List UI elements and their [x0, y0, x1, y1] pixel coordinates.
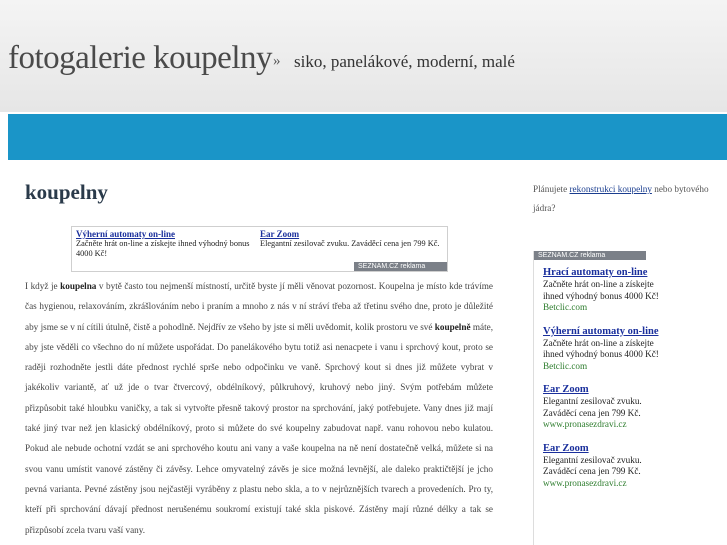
- site-header: [0, 0, 727, 112]
- sidebar-ad-text: Začněte hrát on-line a získejte ihned výhodný bonus 4000 Kč!: [543, 337, 659, 359]
- sidebar-ad[interactable]: [543, 442, 673, 490]
- content-ad-1[interactable]: [76, 229, 254, 259]
- sidebar-ad-title[interactable]: Hrací automaty on-line: [543, 267, 648, 278]
- sidebar-ads: [533, 251, 659, 545]
- sidebar-ad-url[interactable]: Betclic.com: [543, 302, 588, 312]
- content-ad-2[interactable]: [260, 229, 445, 249]
- sidebar-ad[interactable]: [543, 383, 673, 431]
- content-ad-1-title[interactable]: Výherní automaty on-line: [76, 229, 175, 239]
- sidebar-ad-title[interactable]: Výherní automaty on-line: [543, 325, 659, 337]
- sidebar-ad-title[interactable]: Ear Zoom: [543, 384, 589, 395]
- article-text-part: I když je: [25, 281, 61, 291]
- content-ad-box: [71, 226, 448, 272]
- page-title: koupelny: [25, 180, 108, 204]
- content-ad-1-text: Začněte hrát on-line a získejte ihned výhodný bonus 4000 Kč!: [76, 239, 250, 258]
- title-separator: »: [273, 53, 281, 69]
- sidebar-ad-url[interactable]: Betclic.com: [543, 360, 588, 371]
- sidebar-ad[interactable]: [543, 266, 673, 314]
- content-ad-2-text: Elegantní zesilovač zvuku. Zaváděcí cena jen 799 Kč.: [260, 239, 440, 248]
- article-text: [25, 276, 493, 540]
- content-ad-2-title[interactable]: Ear Zoom: [260, 229, 300, 239]
- banner-band: [8, 114, 727, 160]
- sidebar-ad-badge[interactable]: SEZNAM.CZ reklama: [534, 251, 646, 260]
- site-subtitle: siko, panelákové, moderní, malé: [294, 52, 515, 71]
- site-title[interactable]: fotogalerie koupelny: [8, 40, 272, 76]
- sidebar-ad-title[interactable]: Ear Zoom: [543, 442, 589, 454]
- sidebar-ad-url[interactable]: www.pronasezdravi.cz: [543, 477, 627, 488]
- article-text-part: máte, aby jste věděli co všechno do ní můžete uspořádat. Do panelákového bytu totiž asi nenacpete i vanu i sprchový kout, proto se raději rozhodněte jestli dáte přednost rychlé sprše nebo odpočinku ve vaně. Sprchový kout si dnes již můžete vybrat v jakékoliv variantě, ať už jde o tvar čtvercový, obdélníkový, půlkruhový, kruhový nebo jiný. Svým potřebám můžete přizpůsobit také hloubku vaničky, a tak si vytvořte přesně takový prostor na sprchování, jaký potřebujete. Vany dnes již mají také jiný tvar než jen klasický obdélníkový, proto si můžete do své koupelny zabudovat např. vanu rohovou nebo kulatou. Pokud ale nebude ochotní vzdát se ani sprchového koutu ani vany a vaše koupelna na ně není dostatečně velká, můžete si na svou vanu umístit vanové zástěny či závěsy. Lehce omyvatelný závěs je sice možná levnější, ale daleko praktičtější je jcho pevná varianta. Pevné zástěny jsou nejčastěji vyráběny z plastu nebo skla, a to v nejrůznějších tvarech a provedeních. Pro ty, kteří při sprchování dávají přednost nerušenému soukromí existují také skla piskové. Zástěny mají různé délky a tak se přizpůsobí zcela tvaru vaší vany.: [25, 321, 493, 535]
- sidebar-intro-text: nebo bytového jádra?: [533, 184, 709, 213]
- sidebar-intro-text: Plánujete: [533, 184, 570, 194]
- sidebar-ad-text: Začněte hrát on-line a získejte ihned výhodný bonus 4000 Kč!: [543, 279, 659, 301]
- sidebar-intro: [533, 180, 723, 218]
- sidebar-ad[interactable]: [543, 325, 673, 373]
- reconstruction-link[interactable]: rekonstrukci koupelny: [569, 184, 652, 194]
- ad-provider-badge[interactable]: SEZNAM.CZ reklama: [354, 262, 447, 271]
- article-text-part: v bytě často tou nejmenší místností, určitě byste jí měli věnovat pozornost. Koupelna je místo kde trávíme čas hygienou, relaxováním, zkrášlováním nebo i praním a mnoho z nás v ní stráví třeba až třetinu svého dne, proto je důležité aby jsme se v ní cítili útulně, čistě a pohodlně. Nejdřív ze všeho by jste si měli uvědomit, kolik prostoru ve své: [25, 281, 493, 332]
- sidebar-ad-text: Elegantní zesilovač zvuku. Zaváděcí cena jen 799 Kč.: [543, 396, 642, 418]
- keyword-koupelna: koupelna: [60, 281, 97, 291]
- sidebar-ad-text: Elegantní zesilovač zvuku. Zaváděcí cena jen 799 Kč.: [543, 454, 642, 476]
- sidebar-ad-url[interactable]: www.pronasezdravi.cz: [543, 419, 627, 429]
- keyword-koupelne: koupelně: [434, 321, 471, 332]
